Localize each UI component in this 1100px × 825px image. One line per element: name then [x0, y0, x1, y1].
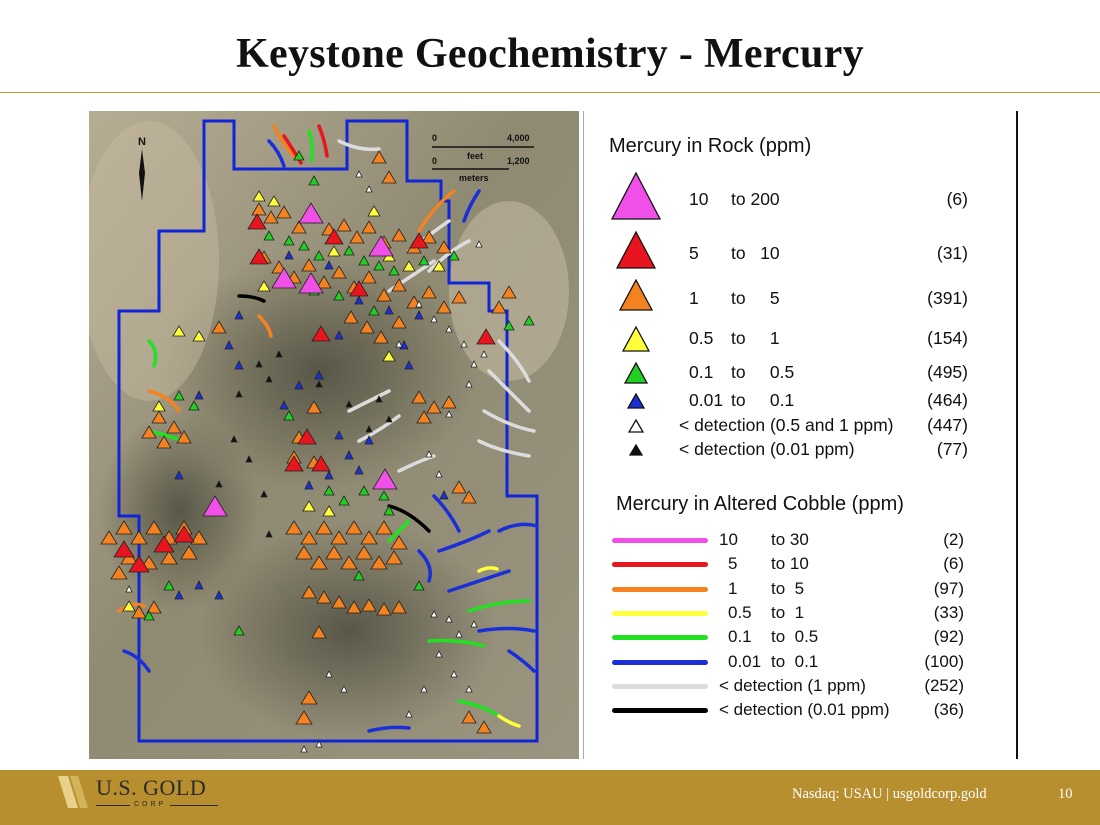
- rock-sample-count: (154): [927, 328, 968, 348]
- logo-rule-right: [170, 805, 218, 806]
- logo-rule-left: [96, 805, 130, 806]
- triangle-symbol-icon: [618, 279, 654, 311]
- rock-legend-row: [584, 189, 1016, 213]
- rock-legend-row: [584, 362, 1016, 386]
- triangle-symbol-icon: [627, 419, 645, 433]
- cobble-sample-count: (36): [933, 700, 964, 720]
- cobble-sample-count: (97): [933, 578, 964, 598]
- rock-range-to: to 0.5: [731, 362, 795, 382]
- scale-zero-meters: 0: [432, 156, 438, 166]
- cobble-range-from: 10: [719, 530, 738, 549]
- cobble-sample-count: (252): [924, 675, 964, 695]
- triangle-symbol-icon: [621, 326, 651, 352]
- title-divider: [0, 92, 1100, 93]
- rock-legend-row: [584, 415, 1016, 439]
- triangle-symbol-icon: [610, 172, 662, 220]
- cobble-legend-row: [584, 627, 1016, 649]
- cobble-legend-row: [584, 579, 1016, 601]
- rock-legend-row: [584, 243, 1016, 267]
- rock-sample-count: (447): [927, 415, 968, 435]
- rock-range-from: 0.1: [689, 362, 714, 382]
- scale-unit-feet: feet: [467, 151, 484, 161]
- north-label: N: [138, 136, 146, 148]
- rock-range-from: < detection (0.5 and 1 ppm): [679, 415, 894, 435]
- rock-legend-row: [584, 390, 1016, 414]
- rock-sample-count: (31): [936, 243, 968, 263]
- cobble-range-to: to 5: [771, 578, 805, 598]
- cobble-legend-row: [584, 554, 1016, 576]
- triangle-symbol-icon: [626, 393, 646, 409]
- rock-legend-row: [584, 288, 1016, 312]
- geochemistry-map: [89, 111, 579, 759]
- cobble-line-swatch: [612, 660, 708, 665]
- rock-range-from: 1: [689, 288, 699, 308]
- cobble-range-from: 0.01: [728, 651, 762, 671]
- rock-range-to: to 10: [731, 243, 780, 263]
- cobble-sample-count: (2): [943, 530, 964, 549]
- rock-range-to: to 0.1: [731, 390, 795, 410]
- cobble-range-to: to 0.1: [771, 651, 819, 671]
- triangle-symbol-icon: [623, 362, 649, 384]
- scale-zero-feet: 0: [432, 133, 438, 143]
- cobble-legend-row: [584, 700, 1016, 722]
- page-number: 10: [1058, 786, 1073, 802]
- cobble-legend-row: [584, 603, 1016, 625]
- rock-range-from: 5: [689, 243, 699, 263]
- rock-sample-count: (6): [946, 189, 968, 209]
- scale-meters-max: 1,200: [507, 156, 530, 166]
- gold-bars-logo-icon: [52, 770, 96, 814]
- cobble-sample-count: (92): [933, 627, 964, 647]
- cobble-range-to: to 0.5: [771, 627, 819, 647]
- cobble-sample-count: (6): [943, 554, 964, 574]
- cobble-range-from: < detection (0.01 ppm): [719, 700, 890, 720]
- cobble-line-swatch: [612, 587, 708, 592]
- rock-sample-count: (464): [927, 390, 968, 410]
- rock-range-to: to 1: [731, 328, 780, 348]
- rock-legend-row: [584, 328, 1016, 352]
- slide-title: Keystone Geochemistry - Mercury: [236, 31, 864, 77]
- rock-range-from: 0.5: [689, 328, 714, 348]
- cobble-line-swatch: [612, 611, 708, 616]
- cobble-range-to: to 30: [771, 530, 809, 549]
- rock-range-to: to 5: [731, 288, 780, 308]
- rock-range-from: 0.01: [689, 390, 724, 410]
- company-logo-text: U.S. GOLD: [96, 775, 207, 800]
- cobble-range-from: 0.1: [728, 627, 752, 647]
- cobble-legend-row: [584, 676, 1016, 698]
- rock-range-to: to 200: [731, 189, 780, 209]
- rock-sample-count: (495): [927, 362, 968, 382]
- scale-unit-meters: meters: [459, 173, 489, 183]
- cobble-line-swatch: [612, 538, 708, 543]
- cobble-line-swatch: [612, 684, 708, 689]
- rock-sample-count: (77): [936, 439, 968, 459]
- rock-legend-row: [584, 439, 1016, 463]
- cobble-range-from: 0.5: [728, 602, 752, 622]
- footer-exchange-info: Nasdaq: USAU | usgoldcorp.gold: [792, 786, 987, 802]
- cobble-range-from: 5: [728, 554, 738, 574]
- cobble-legend-row: [584, 530, 1016, 552]
- cobble-legend-row: [584, 652, 1016, 674]
- cobble-line-swatch: [612, 708, 708, 713]
- cobble-range-to: to 1: [771, 602, 805, 622]
- scale-feet-max: 4,000: [507, 133, 530, 143]
- cobble-legend-title: Mercury in Altered Cobble (ppm): [616, 493, 904, 515]
- rock-legend-title: Mercury in Rock (ppm): [609, 135, 812, 157]
- rock-sample-count: (391): [927, 288, 968, 308]
- map-legend: [583, 111, 1018, 759]
- triangle-symbol-icon: [615, 231, 657, 269]
- company-logo-subtext: CORP: [134, 801, 167, 808]
- cobble-range-from: < detection (1 ppm): [719, 675, 866, 695]
- cobble-sample-count: (33): [933, 602, 964, 622]
- cobble-line-swatch: [612, 562, 708, 567]
- cobble-sample-count: (100): [924, 651, 964, 671]
- triangle-symbol-icon: [628, 444, 644, 456]
- cobble-line-swatch: [612, 635, 708, 640]
- cobble-range-from: 1: [728, 578, 738, 598]
- rock-range-from: 10: [689, 189, 709, 209]
- cobble-range-to: to 10: [771, 554, 809, 574]
- rock-range-from: < detection (0.01 ppm): [679, 439, 855, 459]
